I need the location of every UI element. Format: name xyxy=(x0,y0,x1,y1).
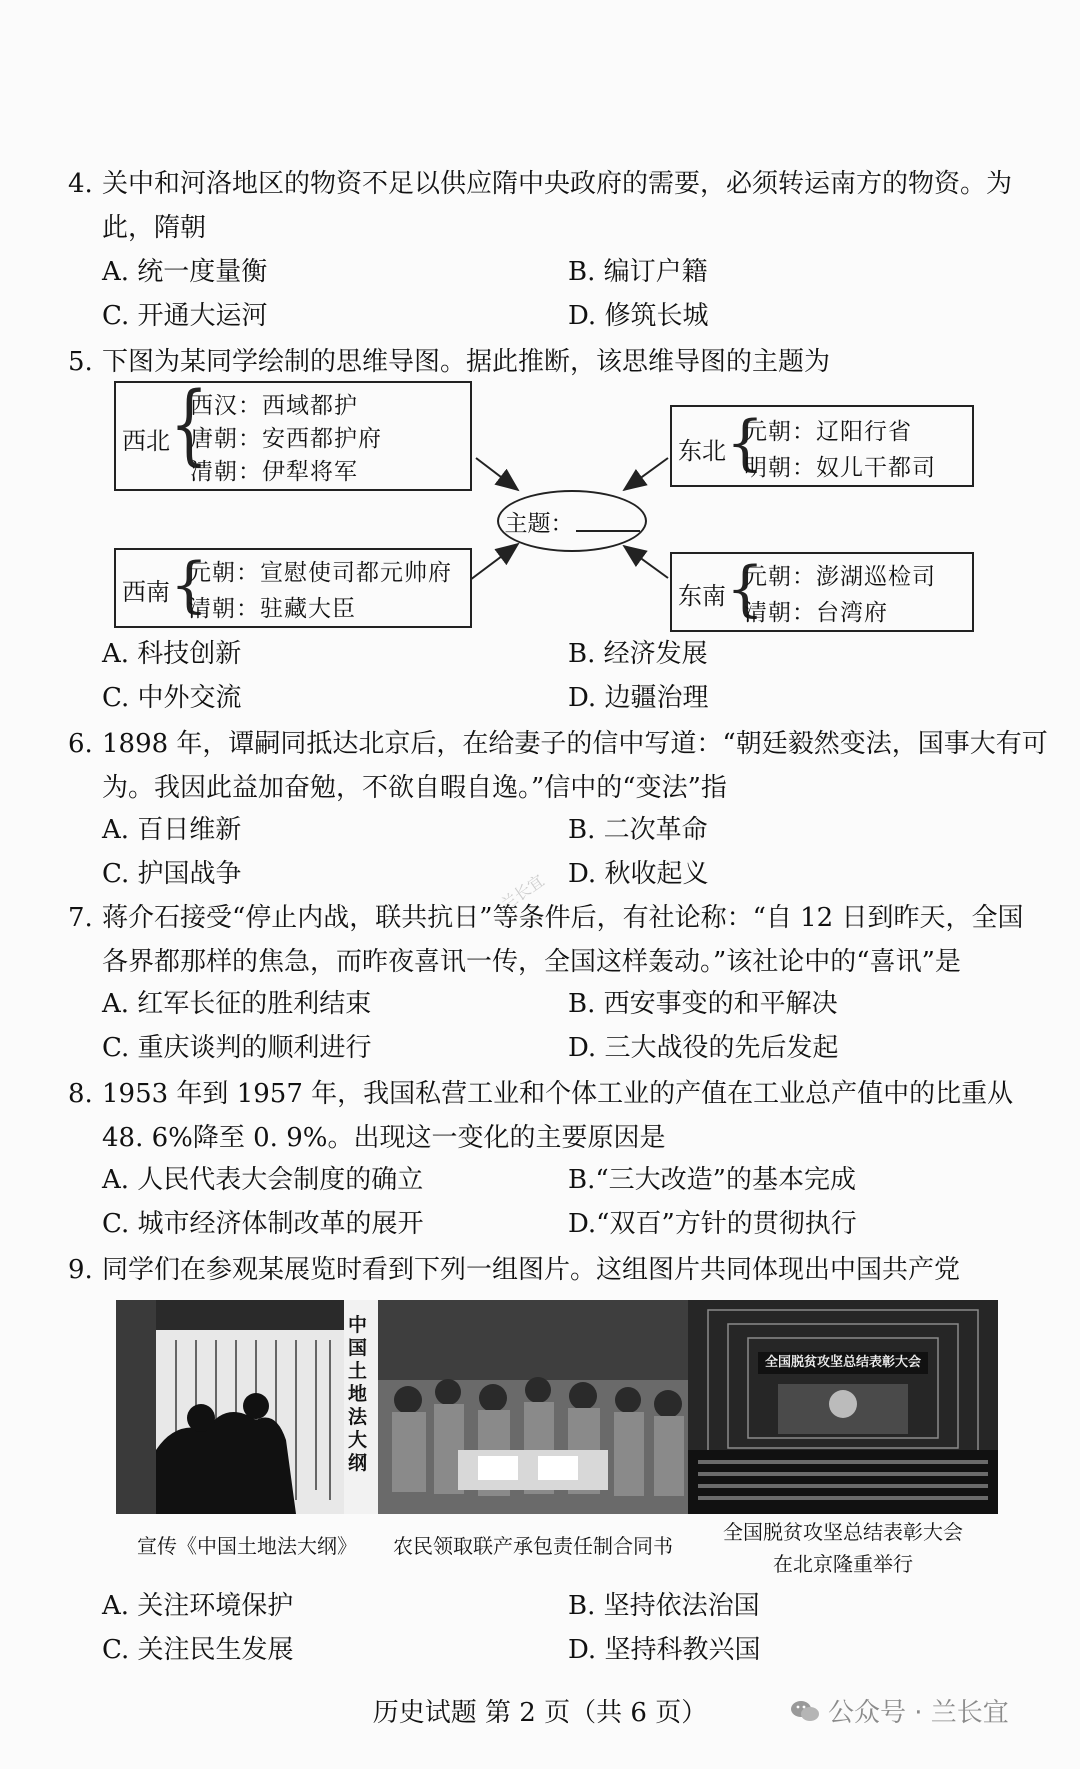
option-a: A. 统一度量衡 xyxy=(102,257,268,287)
option-b: B.“三大改造”的基本完成 xyxy=(568,1165,856,1195)
stamp-watermark: 兰长宜 xyxy=(497,870,548,914)
photo-farmers-contract xyxy=(378,1300,688,1514)
option-a: A. 科技创新 xyxy=(102,639,242,669)
option-b: B. 经济发展 xyxy=(568,639,708,669)
option-d: D. 修筑长城 xyxy=(568,301,709,331)
question-stem: 1953 年到 1957 年，我国私营工业和个体工业的产值在工业总产值中的比重从 48. 6%降至 0. 9%。出现这一变化的主要原因是 xyxy=(102,1079,1014,1153)
question-stem: 关中和河洛地区的物资不足以供应隋中央政府的需要，必须转运南方的物资。为 此，隋朝 xyxy=(102,169,1013,243)
arrow-northwest xyxy=(476,458,518,490)
option-a: A. 人民代表大会制度的确立 xyxy=(102,1165,424,1195)
option-c: C. 开通大运河 xyxy=(102,301,268,331)
question-stem: 1898 年，谭嗣同抵达北京后，在给妻子的信中写道：“朝廷毅然变法，国事大有可 为。我因此益加奋勉，不欲自暇自逸。”信中的“变法”指 xyxy=(102,729,1048,803)
option-c: C. 重庆谈判的顺利进行 xyxy=(102,1033,372,1063)
option-d: D.“双百”方针的贯彻执行 xyxy=(568,1209,857,1239)
caption-photo-3-line1: 全国脱贫攻坚总结表彰大会 xyxy=(723,1520,963,1544)
question-number: 8. xyxy=(68,1079,93,1109)
option-d: D. 边疆治理 xyxy=(568,683,709,713)
option-c: C. 护国战争 xyxy=(102,859,242,889)
mindmap-box-northeast: 东北 { 元朝：辽阳行省 明朝：奴儿干都司 xyxy=(670,405,974,487)
option-d: D. 秋收起义 xyxy=(568,859,709,889)
arrow-southwest xyxy=(470,544,518,580)
option-b: B. 二次革命 xyxy=(568,815,708,845)
option-c: C. 中外交流 xyxy=(102,683,242,713)
question-number: 9. xyxy=(68,1255,93,1285)
question-number: 6. xyxy=(68,729,93,759)
mindmap-box-southeast: 东南 { 元朝：澎湖巡检司 清朝：台湾府 xyxy=(670,552,974,632)
option-b: B. 坚持依法治国 xyxy=(568,1591,760,1621)
wechat-icon xyxy=(790,1698,820,1724)
watermark-text: 公众号 · 兰长宜 xyxy=(828,1698,1009,1728)
caption-photo-1: 宣传《中国土地法大纲》 xyxy=(137,1534,357,1558)
option-a: A. 百日维新 xyxy=(102,815,242,845)
mindmap-center-topic: 主题： xyxy=(497,490,647,552)
option-b: B. 编订户籍 xyxy=(568,257,708,287)
arrow-northeast xyxy=(624,458,668,490)
page-footer: 历史试题 第 2 页（共 6 页） xyxy=(372,1698,708,1728)
arrow-southeast xyxy=(624,546,668,578)
option-a: A. 红军长征的胜利结束 xyxy=(102,989,372,1019)
question-stem: 下图为某同学绘制的思维导图。据此推断，该思维导图的主题为 xyxy=(102,347,831,377)
question-number: 4. xyxy=(68,169,93,199)
option-d: D. 三大战役的先后发起 xyxy=(568,1033,839,1063)
land-law-sign-text: 中国土地法大纲 xyxy=(348,1314,368,1474)
conference-banner-text: 全国脱贫攻坚总结表彰大会 xyxy=(764,1355,921,1370)
caption-photo-2: 农民领取联产承包责任制合同书 xyxy=(393,1534,673,1558)
option-a: A. 关注环境保护 xyxy=(102,1591,294,1621)
caption-photo-3-line2: 在北京隆重举行 xyxy=(773,1552,913,1576)
photo-land-law-propaganda xyxy=(116,1300,378,1514)
answer-blank xyxy=(576,510,640,532)
mindmap-box-southwest: 西南 { 元朝：宣慰使司都元帅府 清朝：驻藏大臣 xyxy=(114,548,472,628)
photo-poverty-alleviation-conference xyxy=(688,1300,998,1514)
question-number: 7. xyxy=(68,903,93,933)
question-stem: 蒋介石接受“停止内战，联共抗日”等条件后，有社论称：“自 12 日到昨天，全国 各界都那样的焦急，而昨夜喜讯一传，全国这样轰动。”该社论中的“喜讯”是 xyxy=(102,903,1024,977)
wechat-watermark xyxy=(790,1692,1009,1729)
option-c: C. 城市经济体制改革的展开 xyxy=(102,1209,424,1239)
question-stem: 同学们在参观某展览时看到下列一组图片。这组图片共同体现出中国共产党 xyxy=(102,1255,961,1285)
option-b: B. 西安事变的和平解决 xyxy=(568,989,838,1019)
mindmap-box-northwest: 西北 { 西汉：西域都护 唐朝：安西都护府 清朝：伊犁将军 xyxy=(114,381,472,491)
option-c: C. 关注民生发展 xyxy=(102,1635,294,1665)
question-number: 5. xyxy=(68,347,93,377)
option-d: D. 坚持科教兴国 xyxy=(568,1635,761,1665)
